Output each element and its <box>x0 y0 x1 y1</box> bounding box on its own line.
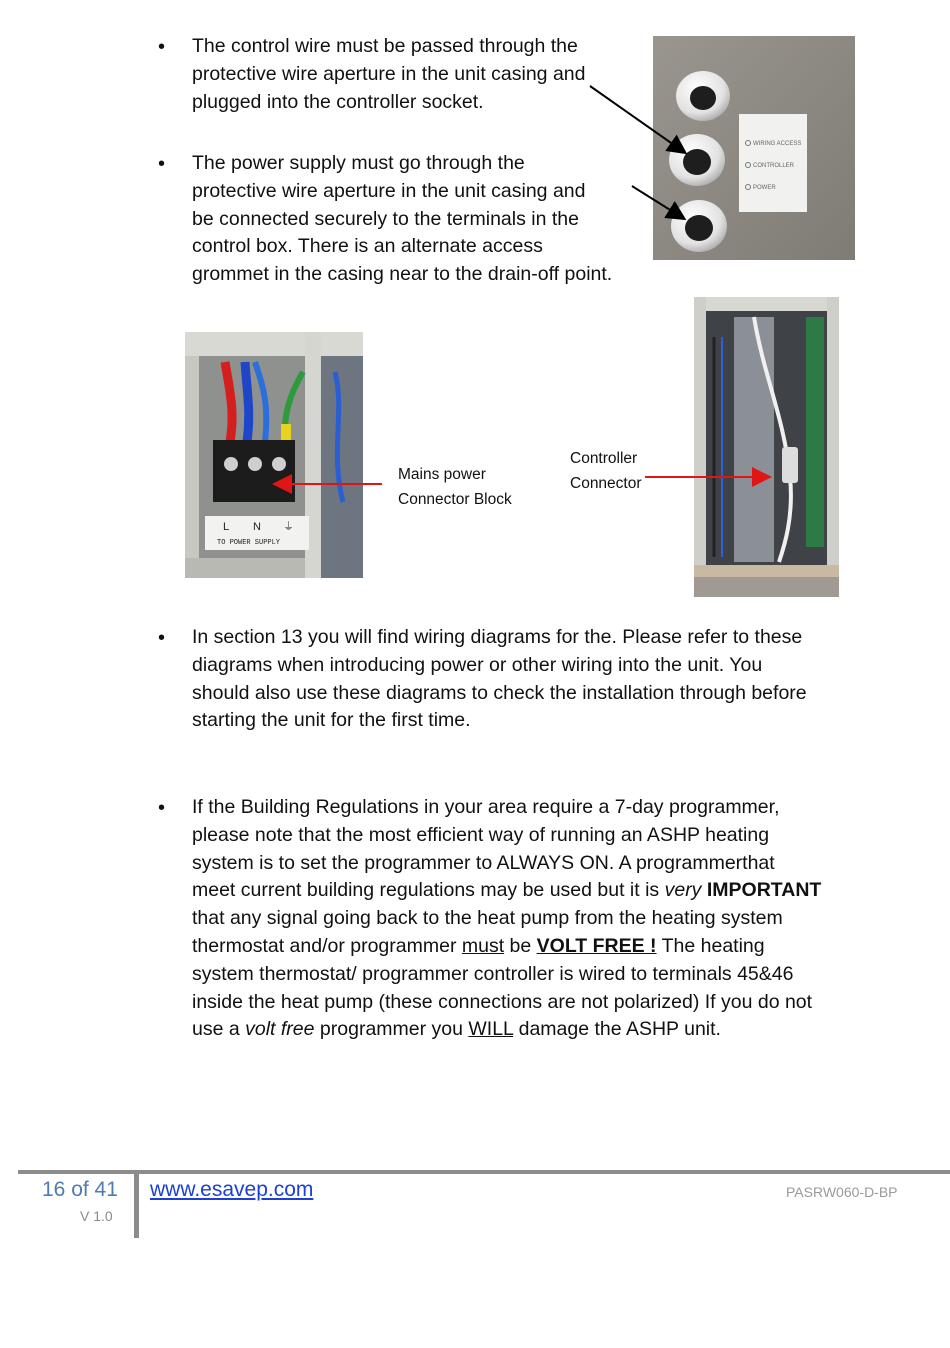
text-line: inside the heat pump (these connections are not polarized) If you do not <box>192 990 813 1013</box>
text-line: plugged into the controller socket. <box>192 90 484 113</box>
document-code: PASRW060-D-BP <box>786 1184 898 1200</box>
text-run: damage the ASHP unit. <box>513 1018 721 1041</box>
text-line: In section 13 you will find wiring diagrams for the. Please refer to these <box>192 626 803 648</box>
page-number: 16 of 41 <box>42 1178 118 1201</box>
caption-line: Controller <box>570 450 638 467</box>
text-line: The power supply must go through the <box>192 152 525 174</box>
bullet-building-regulations <box>192 794 821 1044</box>
text-run: The heating <box>656 934 765 957</box>
text-line <box>192 1016 821 1044</box>
text-line: that any signal going back to the heat pump from the heating system <box>192 907 783 930</box>
text-line: system is to set the programmer to ALWAYS ON. A programmerthat <box>192 851 775 874</box>
caption-line: Mains power <box>398 466 486 483</box>
text-line: diagrams when introducing power or other wiring into the unit. You <box>192 653 763 676</box>
terminal-plate-text: TO POWER SUPPLY <box>217 539 281 547</box>
bullet-marker: • <box>158 153 166 175</box>
emphasis-important: IMPORTANT <box>706 879 822 902</box>
sticker-text: CONTROLLER <box>753 163 795 169</box>
caption-mains-power <box>398 462 512 512</box>
bullet-marker: • <box>158 797 166 819</box>
sticker-text: POWER <box>753 185 776 191</box>
text-line: If the Building Regulations in your area require a 7-day programmer, <box>192 796 780 818</box>
text-line: protective wire aperture in the unit casing and <box>192 62 586 85</box>
text-line: starting the unit for the first time. <box>192 709 471 732</box>
caption-line: Connector Block <box>398 491 512 508</box>
terminal-label: N <box>253 521 261 533</box>
bullet-marker: • <box>158 36 166 58</box>
caption-controller-connector <box>570 446 642 496</box>
text-line: grommet in the casing near to the drain-off point. <box>192 263 613 286</box>
sticker-text: WIRING ACCESS <box>753 141 802 147</box>
terminal-label: L <box>223 521 230 533</box>
arrow-to-controller-grommet <box>590 86 684 152</box>
text-line <box>192 933 821 961</box>
text-line: protective wire aperture in the unit casing and <box>192 179 586 202</box>
bullet-marker: • <box>158 627 166 649</box>
bullet-wiring-diagrams <box>192 624 807 735</box>
text-run: meet current building regulations may be used but it is <box>192 879 665 902</box>
text-line: should also use these diagrams to check the installation through before <box>192 681 807 704</box>
text-line <box>192 877 821 905</box>
emphasis-will: WILL <box>468 1018 514 1041</box>
text-run: be <box>504 934 537 957</box>
footer-horizontal-rule <box>18 1170 950 1174</box>
terminal-label: ⏚ <box>283 521 294 533</box>
text-line: control box. There is an alternate access <box>192 235 543 258</box>
footer-vertical-rule <box>134 1170 139 1238</box>
text-line: be connected securely to the terminals in the <box>192 207 579 230</box>
arrow-to-power-grommet <box>632 186 683 218</box>
website-link[interactable]: www.esavep.com <box>150 1178 314 1201</box>
emphasis-very: very <box>664 879 702 902</box>
emphasis-must: must <box>461 934 505 957</box>
grommet-pointer-arrows <box>0 0 950 300</box>
text-run: programmer you <box>314 1018 469 1041</box>
caption-line: Connector <box>570 475 642 492</box>
text-line: please note that the most efficient way of running an ASHP heating <box>192 823 770 846</box>
text-run: use a <box>192 1018 246 1041</box>
version-label: V 1.0 <box>80 1208 113 1224</box>
text-line: The control wire must be passed through the <box>192 35 578 57</box>
text-run: thermostat and/or programmer <box>192 934 462 957</box>
text-line: system thermostat/ programmer controller is wired to terminals 45&46 <box>192 962 794 985</box>
emphasis-volt-free-italic: volt free <box>245 1018 315 1041</box>
emphasis-volt-free: VOLT FREE ! <box>536 934 657 957</box>
